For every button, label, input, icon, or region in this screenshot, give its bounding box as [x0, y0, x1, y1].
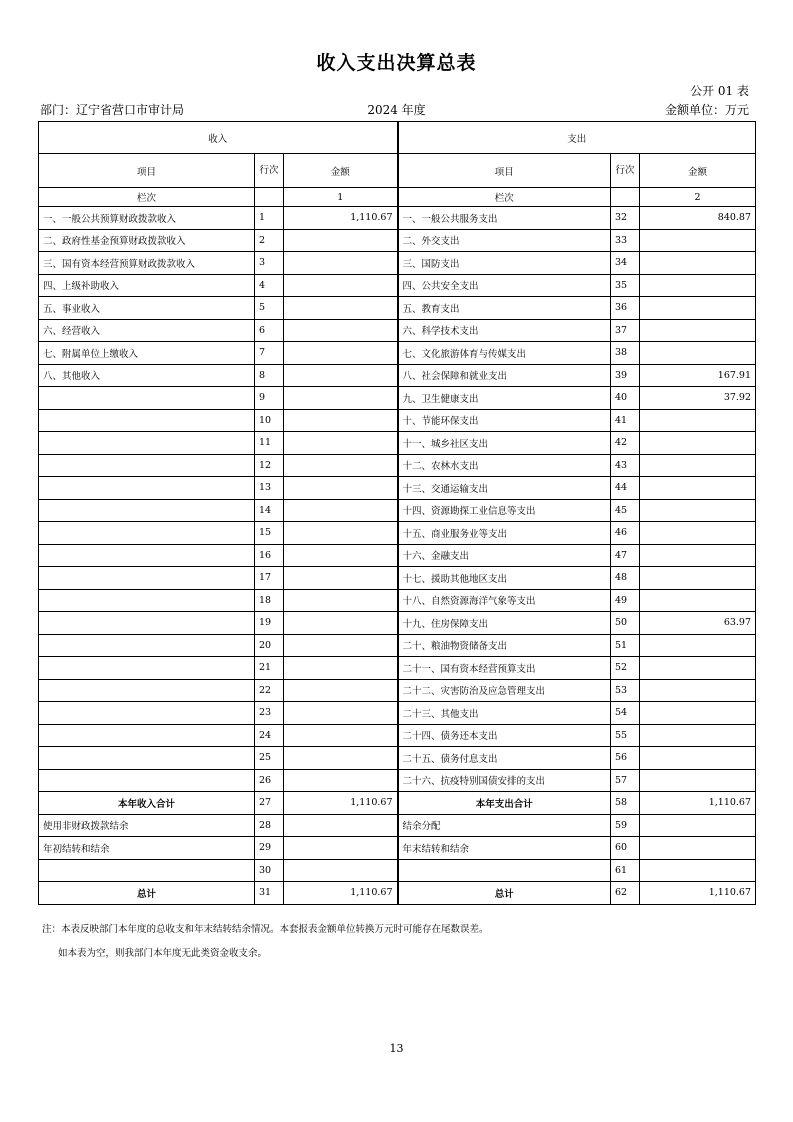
income-item: 六、经营收入	[39, 319, 255, 342]
department-label: 部门：辽宁省营口市审计局	[40, 103, 185, 117]
expense-line-number: 52	[611, 657, 640, 680]
income-amount	[284, 454, 398, 477]
expense-amount	[640, 837, 756, 860]
income-item: 年初结转和结余	[39, 837, 255, 860]
expense-amount	[640, 859, 756, 882]
expense-item: 十九、住房保障支出	[398, 612, 611, 635]
table-row	[39, 769, 756, 792]
expense-amount	[640, 567, 756, 590]
expense-line-number: 34	[611, 252, 640, 275]
expense-item: 十、节能环保支出	[398, 409, 611, 432]
income-amount	[284, 814, 398, 837]
expense-line-number: 40	[611, 387, 640, 410]
expense-column-number: 2	[640, 188, 756, 207]
expense-item: 本年支出合计	[398, 792, 611, 815]
income-line-number: 3	[255, 252, 284, 275]
expense-line-number: 55	[611, 724, 640, 747]
income-amount	[284, 747, 398, 770]
income-column-number: 1	[284, 188, 398, 207]
expense-amount-header: 金额	[640, 154, 756, 188]
expense-amount	[640, 679, 756, 702]
income-amount: 1,110.67	[284, 882, 398, 905]
expense-item: 二十三、其他支出	[398, 702, 611, 725]
income-item	[39, 522, 255, 545]
table-row	[39, 612, 756, 635]
expense-line-number: 48	[611, 567, 640, 590]
income-item	[39, 499, 255, 522]
income-item: 总计	[39, 882, 255, 905]
expense-item: 二十二、灾害防治及应急管理支出	[398, 679, 611, 702]
expense-item: 十六、金融支出	[398, 544, 611, 567]
income-line-number: 8	[255, 364, 284, 387]
table-row	[39, 814, 756, 837]
expense-line-number: 33	[611, 229, 640, 252]
grand-total-row	[39, 882, 756, 905]
income-item: 七、附属单位上缴收入	[39, 342, 255, 365]
section-header-row	[39, 122, 756, 154]
income-line-number: 13	[255, 477, 284, 500]
income-line-number: 22	[255, 679, 284, 702]
income-line-number: 23	[255, 702, 284, 725]
expense-item: 十一、城乡社区支出	[398, 432, 611, 455]
expense-amount	[640, 522, 756, 545]
expense-amount: 840.87	[640, 207, 756, 230]
expense-amount	[640, 589, 756, 612]
income-item	[39, 544, 255, 567]
income-line-number: 5	[255, 297, 284, 320]
expense-item: 十五、商业服务业等支出	[398, 522, 611, 545]
expense-item: 年末结转和结余	[398, 837, 611, 860]
expense-line-number: 60	[611, 837, 640, 860]
expense-column-label: 栏次	[398, 188, 611, 207]
footnote-empty-notice: 如本表为空，则我部门本年度无此类资金收支余。	[58, 948, 268, 959]
column-number-row	[39, 188, 756, 207]
income-amount	[284, 522, 398, 545]
expense-amount	[640, 499, 756, 522]
income-line-number: 4	[255, 274, 284, 297]
expense-item	[398, 859, 611, 882]
expense-item: 二十四、债务还本支出	[398, 724, 611, 747]
footnote: 注：本表反映部门本年度的总收支和年末结转结余情况。本套报表金额单位转换万元时可能存在尾数误差。	[42, 924, 489, 935]
expense-amount	[640, 634, 756, 657]
income-item	[39, 859, 255, 882]
income-amount	[284, 387, 398, 410]
table-row	[39, 657, 756, 680]
expense-amount: 1,110.67	[640, 882, 756, 905]
income-amount	[284, 612, 398, 635]
income-item	[39, 454, 255, 477]
expense-amount	[640, 769, 756, 792]
income-line-number: 6	[255, 319, 284, 342]
income-amount	[284, 567, 398, 590]
expense-item: 一、一般公共服务支出	[398, 207, 611, 230]
expense-line-number: 59	[611, 814, 640, 837]
expense-amount	[640, 814, 756, 837]
expense-line-number: 35	[611, 274, 640, 297]
expense-amount: 63.97	[640, 612, 756, 635]
income-item: 二、政府性基金预算财政拨款收入	[39, 229, 255, 252]
expense-line-number: 57	[611, 769, 640, 792]
expense-item: 七、文化旅游体育与传媒支出	[398, 342, 611, 365]
expense-line-number: 44	[611, 477, 640, 500]
income-line-header: 行次	[255, 154, 284, 188]
table-row	[39, 522, 756, 545]
form-number: 公开 01 表	[690, 84, 749, 98]
income-item	[39, 432, 255, 455]
expense-item: 六、科学技术支出	[398, 319, 611, 342]
income-line-number: 12	[255, 454, 284, 477]
expense-amount	[640, 702, 756, 725]
table-row	[39, 837, 756, 860]
income-item	[39, 567, 255, 590]
expense-amount	[640, 454, 756, 477]
table-row	[39, 274, 756, 297]
expense-item: 四、公共安全支出	[398, 274, 611, 297]
expense-item: 二十六、抗疫特别国债安排的支出	[398, 769, 611, 792]
table-row	[39, 252, 756, 275]
expense-amount	[640, 432, 756, 455]
income-amount	[284, 252, 398, 275]
income-amount	[284, 364, 398, 387]
income-line-number: 10	[255, 409, 284, 432]
table-row	[39, 859, 756, 882]
income-column-label: 栏次	[39, 188, 255, 207]
income-amount	[284, 477, 398, 500]
expense-line-number: 46	[611, 522, 640, 545]
table-row	[39, 364, 756, 387]
income-line-number: 17	[255, 567, 284, 590]
income-line-number: 30	[255, 859, 284, 882]
income-line-number: 1	[255, 207, 284, 230]
income-line-number: 18	[255, 589, 284, 612]
expense-item: 二十、粮油物资储备支出	[398, 634, 611, 657]
expense-item: 结余分配	[398, 814, 611, 837]
income-amount	[284, 837, 398, 860]
table-row	[39, 319, 756, 342]
income-item	[39, 724, 255, 747]
table-row	[39, 477, 756, 500]
table-row	[39, 589, 756, 612]
income-item	[39, 679, 255, 702]
expense-line-number: 51	[611, 634, 640, 657]
expense-item: 二十五、债务付息支出	[398, 747, 611, 770]
income-line-number: 11	[255, 432, 284, 455]
expense-item-header: 项目	[398, 154, 611, 188]
table-row	[39, 432, 756, 455]
expense-line-number: 49	[611, 589, 640, 612]
income-amount	[284, 589, 398, 612]
expense-line-number: 39	[611, 364, 640, 387]
expense-line-number: 43	[611, 454, 640, 477]
income-item: 四、上级补助收入	[39, 274, 255, 297]
year-total-row	[39, 792, 756, 815]
expense-line-number: 58	[611, 792, 640, 815]
expense-line-number: 36	[611, 297, 640, 320]
income-amount	[284, 769, 398, 792]
income-line-number: 21	[255, 657, 284, 680]
table-row	[39, 409, 756, 432]
table-row	[39, 702, 756, 725]
income-amount	[284, 724, 398, 747]
income-expense-table	[38, 121, 756, 905]
table-row	[39, 747, 756, 770]
expense-section-header: 支出	[398, 122, 756, 154]
expense-line-number: 45	[611, 499, 640, 522]
expense-amount	[640, 229, 756, 252]
expense-line-number: 47	[611, 544, 640, 567]
income-amount	[284, 702, 398, 725]
income-amount	[284, 634, 398, 657]
income-amount	[284, 859, 398, 882]
expense-item: 十三、交通运输支出	[398, 477, 611, 500]
income-amount	[284, 274, 398, 297]
table-row	[39, 544, 756, 567]
expense-amount	[640, 747, 756, 770]
expense-line-number: 56	[611, 747, 640, 770]
income-item	[39, 612, 255, 635]
table-row	[39, 499, 756, 522]
expense-amount	[640, 657, 756, 680]
income-item	[39, 657, 255, 680]
income-line-number: 19	[255, 612, 284, 635]
income-item: 使用非财政拨款结余	[39, 814, 255, 837]
income-line-number: 28	[255, 814, 284, 837]
expense-item: 十八、自然资源海洋气象等支出	[398, 589, 611, 612]
income-line-number: 15	[255, 522, 284, 545]
expense-amount	[640, 297, 756, 320]
expense-line-number: 62	[611, 882, 640, 905]
table-row	[39, 297, 756, 320]
table-row	[39, 207, 756, 230]
income-line-number: 16	[255, 544, 284, 567]
fiscal-year: 2024 年度	[367, 103, 426, 117]
income-item: 一、一般公共预算财政拨款收入	[39, 207, 255, 230]
income-amount: 1,110.67	[284, 792, 398, 815]
income-amount	[284, 409, 398, 432]
expense-item: 九、卫生健康支出	[398, 387, 611, 410]
expense-line-number: 37	[611, 319, 640, 342]
expense-item: 十七、援助其他地区支出	[398, 567, 611, 590]
table-row	[39, 454, 756, 477]
expense-amount	[640, 252, 756, 275]
expense-item: 十二、农林水支出	[398, 454, 611, 477]
expense-line-number: 42	[611, 432, 640, 455]
income-amount	[284, 544, 398, 567]
expense-item: 十四、资源勘探工业信息等支出	[398, 499, 611, 522]
income-section-header: 收入	[39, 122, 398, 154]
income-line-number: 31	[255, 882, 284, 905]
income-amount	[284, 657, 398, 680]
income-amount	[284, 342, 398, 365]
income-line-number: 20	[255, 634, 284, 657]
income-line-number: 2	[255, 229, 284, 252]
income-item: 三、国有资本经营预算财政拨款收入	[39, 252, 255, 275]
expense-line-number: 41	[611, 409, 640, 432]
table-row	[39, 634, 756, 657]
table-row	[39, 229, 756, 252]
income-amount	[284, 319, 398, 342]
table-row	[39, 567, 756, 590]
expense-item: 二十一、国有资本经营预算支出	[398, 657, 611, 680]
income-amount: 1,110.67	[284, 207, 398, 230]
income-amount-header: 金额	[284, 154, 398, 188]
page-title: 收入支出决算总表	[316, 52, 477, 74]
expense-line-number: 61	[611, 859, 640, 882]
income-item	[39, 387, 255, 410]
income-amount	[284, 229, 398, 252]
table-row	[39, 387, 756, 410]
income-line-number: 7	[255, 342, 284, 365]
expense-amount: 167.91	[640, 364, 756, 387]
expense-amount	[640, 274, 756, 297]
expense-item: 八、社会保障和就业支出	[398, 364, 611, 387]
expense-item: 三、国防支出	[398, 252, 611, 275]
expense-amount	[640, 342, 756, 365]
expense-amount: 1,110.67	[640, 792, 756, 815]
income-item	[39, 477, 255, 500]
expense-amount	[640, 544, 756, 567]
income-line-number: 26	[255, 769, 284, 792]
table-row	[39, 679, 756, 702]
expense-line-number: 38	[611, 342, 640, 365]
income-amount	[284, 499, 398, 522]
income-line-number: 27	[255, 792, 284, 815]
expense-line-header: 行次	[611, 154, 640, 188]
income-line-number: 29	[255, 837, 284, 860]
expense-amount	[640, 724, 756, 747]
income-amount	[284, 432, 398, 455]
page-number: 13	[389, 1042, 404, 1055]
income-amount	[284, 297, 398, 320]
income-item: 本年收入合计	[39, 792, 255, 815]
income-line-number: 9	[255, 387, 284, 410]
expense-item: 总计	[398, 882, 611, 905]
income-item: 五、事业收入	[39, 297, 255, 320]
income-line-number: 14	[255, 499, 284, 522]
expense-amount: 37.92	[640, 387, 756, 410]
income-item: 八、其他收入	[39, 364, 255, 387]
amount-unit: 金额单位：万元	[664, 103, 749, 117]
expense-item: 五、教育支出	[398, 297, 611, 320]
income-amount	[284, 679, 398, 702]
expense-amount	[640, 319, 756, 342]
income-line-number: 25	[255, 747, 284, 770]
income-item	[39, 747, 255, 770]
income-item-header: 项目	[39, 154, 255, 188]
column-header-row	[39, 154, 756, 188]
table-row	[39, 342, 756, 365]
table-row	[39, 724, 756, 747]
income-item	[39, 769, 255, 792]
income-item	[39, 409, 255, 432]
income-item	[39, 702, 255, 725]
expense-line-number: 32	[611, 207, 640, 230]
expense-line-number: 53	[611, 679, 640, 702]
expense-amount	[640, 477, 756, 500]
income-item	[39, 589, 255, 612]
expense-amount	[640, 409, 756, 432]
expense-line-number: 50	[611, 612, 640, 635]
expense-item: 二、外交支出	[398, 229, 611, 252]
income-line-number: 24	[255, 724, 284, 747]
expense-line-number: 54	[611, 702, 640, 725]
income-item	[39, 634, 255, 657]
